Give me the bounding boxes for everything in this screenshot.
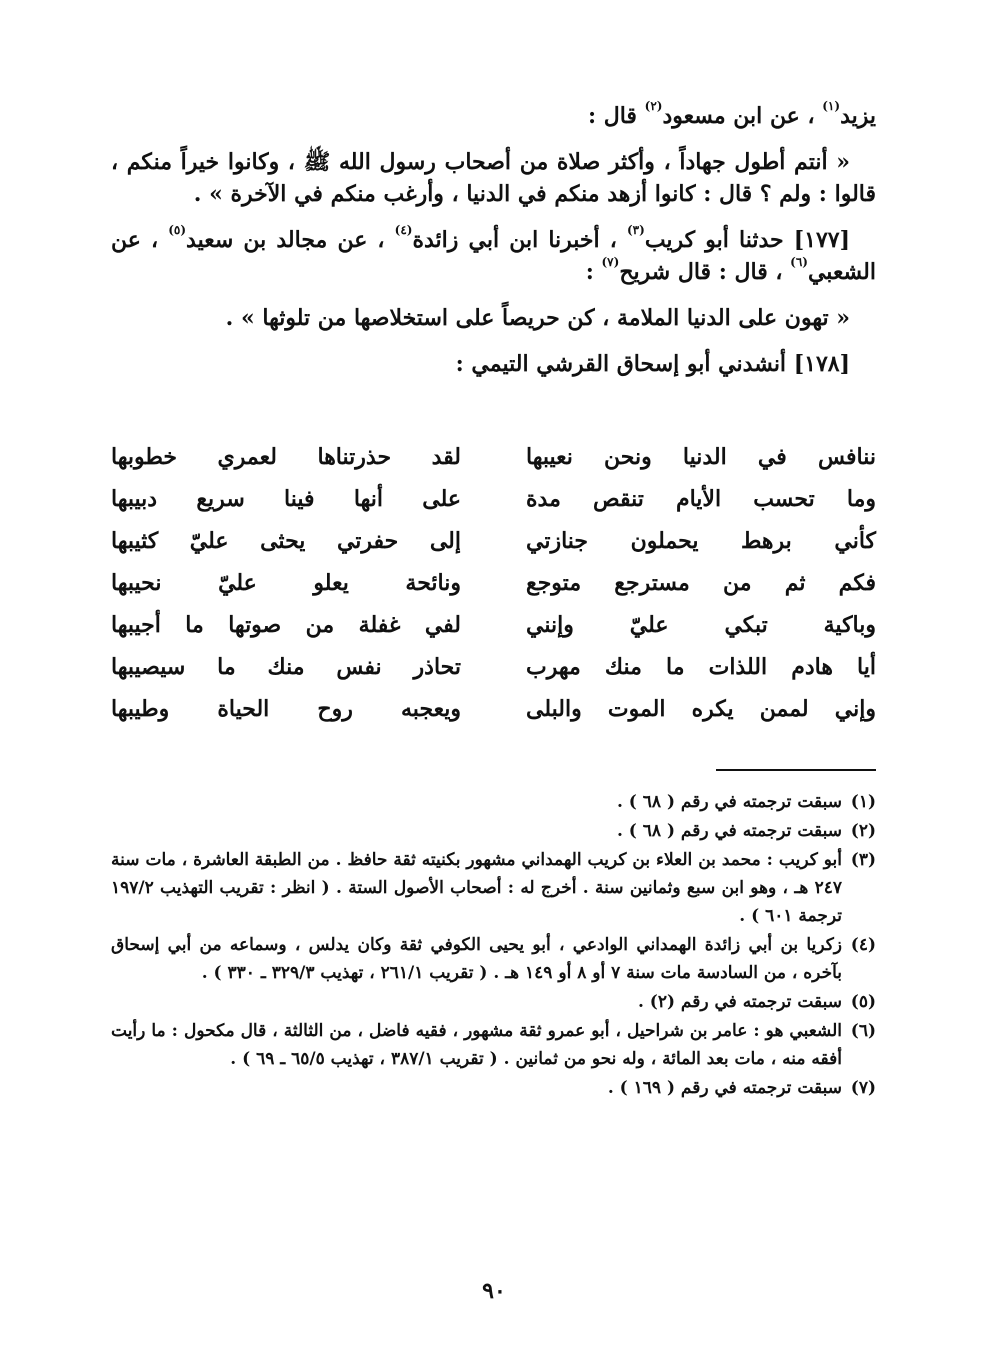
footnote-number: (٣)	[850, 850, 876, 870]
page-number: ٩٠	[482, 1278, 506, 1304]
footnote-number: (١)	[850, 792, 876, 812]
main-text	[111, 100, 876, 394]
poem-line	[111, 478, 876, 520]
poem-line	[111, 436, 876, 478]
footnote-ref: (٣)	[626, 223, 645, 237]
footnote	[111, 988, 876, 1016]
footnote-text: سبقت ترجمته في رقم ( ٦٨ ) .	[616, 792, 842, 812]
footnote	[111, 1017, 876, 1073]
poem-line	[111, 646, 876, 688]
poem-hemistich-first: فكم ثم من مسترجع متوجع	[526, 570, 876, 596]
poem-hemistich-second: ويعجبه روح الحياة وطيبها	[111, 696, 461, 722]
footnote-text: سبقت ترجمته في رقم (٢) .	[637, 992, 842, 1012]
poem-hemistich-first: كأني برهط يحملون جنازتي	[526, 528, 876, 554]
poem-hemistich-second: لقد حذرتناها لعمري خطوبها	[111, 444, 461, 470]
paragraph-quote-companions: « أنتم أطول جهاداً ، وأكثر صلاة من أصحاب رسول الله ﷺ ، وكانوا خيراً منكم ، قالوا : ولم ؟ قال : كانوا أزهد منكم في الدنيا ، وأرغب منكم في الآخرة » .	[111, 149, 876, 207]
footnote-number: (٧)	[850, 1078, 876, 1098]
footnote-number: (٦)	[850, 1021, 876, 1041]
footnote-number: (٢)	[850, 821, 876, 841]
footnote-divider	[716, 769, 876, 771]
footnote-number: (٥)	[850, 992, 876, 1012]
footnote-ref: (٥)	[168, 223, 187, 237]
footnote-text: الشعبي هو : عامر بن شراحيل ، أبو عمرو ثقة مشهور ، فقيه فاضل ، من الثالثة ، قال مكحول : ما رأيت أفقه منه ، مات بعد المائة ، وله نحو من ثمانين . ( تقريب ٣٨٧/١ ، تهذيب ٦٥/٥ ـ ٦٩ ) .	[111, 1021, 842, 1069]
poem-hemistich-first: وباكية تبكي عليّ وإنني	[526, 612, 876, 638]
footnote-ref: (٧)	[601, 255, 620, 269]
footnotes	[111, 788, 876, 1103]
footnote-ref: (٢)	[644, 99, 663, 113]
paragraph-quote-shurayh: « تهون على الدنيا الملامة ، كن حريصاً على استخلاصها من تلوثها » .	[225, 305, 850, 331]
footnote-ref: (١)	[822, 99, 841, 113]
paragraph-178: [١٧٨] أنشدني أبو إسحاق القرشي التيمي :	[455, 351, 850, 377]
footnote-text: زكريا بن أبي زائدة الهمداني الوادعي ، أبو يحيى الكوفي ثقة وكان يدلس ، وسماعه من أبي إسحاق بآخره ، من السادسة مات سنة ٧ أو ٨ أو ١٤٩ هـ . ( تقريب ٢٦١/١ ، تهذيب ٣٢٩/٣ ـ ٣٣٠ ) .	[111, 935, 842, 983]
footnote	[111, 1074, 876, 1102]
paragraph-isnad-ibn-masud: يزيد$^{(١)}$ ، عن ابن مسعود$^{(٢)}$ قال :	[587, 99, 876, 129]
poem-hemistich-second: على أنها فينا سريع دبيبها	[111, 486, 461, 512]
footnote	[111, 931, 876, 987]
footnote	[111, 788, 876, 816]
poem-hemistich-first: أيا هادم اللذات ما منك مهرب	[526, 654, 876, 680]
footnote	[111, 817, 876, 845]
footnote-ref: (٤)	[394, 223, 413, 237]
poem	[111, 436, 876, 730]
footnote-ref: (٦)	[790, 255, 808, 269]
poem-hemistich-first: وما تحسب الأيام تنقص مدة	[526, 486, 876, 512]
footnote-text: أبو كريب : محمد بن العلاء بن كريب الهمداني مشهور بكنيته ثقة حافظ . من الطبقة العاشرة ، مات سنة ٢٤٧ هـ ، وهو ابن سبع وثمانين سنة . أخرج له : أصحاب الأصول الستة . ( انظر : تقريب التهذيب ١٩٧/٢ ترجمة ٦٠١ ) .	[111, 850, 842, 926]
footnote	[111, 846, 876, 930]
footnote-text: سبقت ترجمته في رقم ( ١٦٩ ) .	[607, 1078, 842, 1098]
paragraph-177: [١٧٧] حدثنا أبو كريب$^{(٣)}$ ، أخبرنا ابن أبي زائدة$^{(٤)}$ ، عن مجالد بن سعيد$^{(٥)}$ ، عن الشعبي$^{(٦)}$ ، قال : قال شريح$^{(٧)}$ :	[111, 223, 876, 285]
poem-hemistich-first: وإني لممن يكره الموت والبلى	[526, 696, 876, 722]
poem-line	[111, 604, 876, 646]
poem-hemistich-second: لفي غفلة من صوتها ما أجيبها	[111, 612, 461, 638]
poem-hemistich-second: ونائحة يعلو عليّ نحيبها	[111, 570, 461, 596]
footnote-text: سبقت ترجمته في رقم ( ٦٨ ) .	[616, 821, 842, 841]
poem-line	[111, 520, 876, 562]
poem-hemistich-second: إلى حفرتي يحثى عليّ كثيبها	[111, 528, 461, 554]
poem-line	[111, 562, 876, 604]
poem-line	[111, 688, 876, 730]
poem-hemistich-second: تحاذر نفس منك ما سيصيبها	[111, 654, 461, 680]
footnote-number: (٤)	[850, 935, 876, 955]
poem-hemistich-first: ننافس في الدنيا ونحن نعيبها	[526, 444, 876, 470]
